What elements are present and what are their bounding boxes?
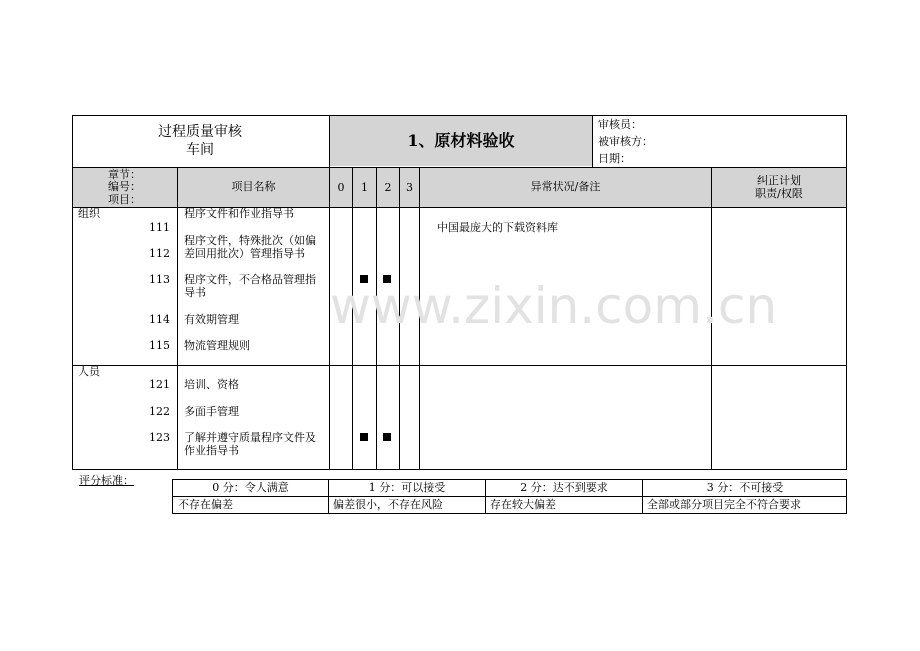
score-3-title: 3 分：不可接受 (706, 481, 784, 494)
workshop-label: 车间 (186, 142, 214, 158)
item-number: 114 (149, 313, 170, 326)
remark-text: 中国最庞大的下载资料库 (437, 221, 558, 234)
item-name: 程序文件，不合格品管理指 (184, 273, 316, 286)
auditee-label: 被审核方： (598, 135, 653, 148)
score-3-description: 全部或部分项目完全不符合要求 (647, 498, 801, 511)
score-0-header: 0 (337, 181, 345, 194)
score-1-header: 1 (361, 181, 368, 194)
item-number: 112 (149, 247, 170, 260)
item-number: 115 (149, 339, 170, 352)
score-2-title: 2 分：达不到要求 (520, 481, 608, 494)
item-number: 121 (149, 378, 170, 391)
score-0-description: 不存在偏差 (178, 498, 233, 511)
item-name: 有效期管理 (184, 313, 239, 326)
item-label: 项目： (108, 193, 141, 206)
score-1-title: 1 分：可以接受 (368, 481, 446, 494)
item-name: 程序文件，特殊批次（如偏 (184, 234, 316, 247)
item-number: 113 (149, 273, 170, 286)
item-name: 差回用批次）管理指导书 (184, 247, 305, 260)
item-name: 培训、资格 (184, 378, 239, 391)
item-name: 了解并遵守质量程序文件及 (184, 431, 316, 444)
score-mark-2 (383, 433, 391, 441)
scoring-label: 评分标准： (79, 474, 134, 487)
item-name: 导书 (184, 286, 206, 299)
score-2-description: 存在较大偏差 (490, 498, 556, 511)
item-name: 物流管理规则 (184, 339, 250, 352)
item-name: 程序文件和作业指导书 (184, 207, 294, 220)
date-label: 日期： (598, 152, 631, 165)
group-organization: 组织 (78, 207, 100, 220)
section-title: 1、原材料验收 (407, 131, 515, 150)
number-label: 编号： (108, 180, 141, 193)
plan-header: 纠正计划 (757, 174, 801, 187)
document-title: 过程质量审核 (158, 124, 242, 140)
remarks-header: 异常状况/备注 (530, 180, 601, 193)
score-mark-1 (360, 433, 368, 441)
score-1-description: 偏差很小，不存在风险 (333, 498, 443, 511)
chapter-label: 章节： (108, 168, 141, 181)
group-personnel: 人员 (78, 365, 100, 378)
responsibility-header: 职责/权限 (755, 187, 803, 200)
auditor-label: 审核员： (598, 118, 642, 131)
score-3-header: 3 (406, 181, 413, 194)
item-name: 作业指导书 (184, 444, 239, 457)
score-2-header: 2 (384, 181, 392, 194)
item-name-header: 项目名称 (231, 180, 276, 193)
watermark: www.zixin.com.cn (330, 277, 778, 335)
item-number: 111 (149, 221, 170, 234)
item-number: 123 (149, 431, 170, 444)
score-0-title: 0 分：令人满意 (212, 481, 289, 494)
item-number: 122 (149, 405, 170, 418)
item-name: 多面手管理 (184, 405, 239, 418)
